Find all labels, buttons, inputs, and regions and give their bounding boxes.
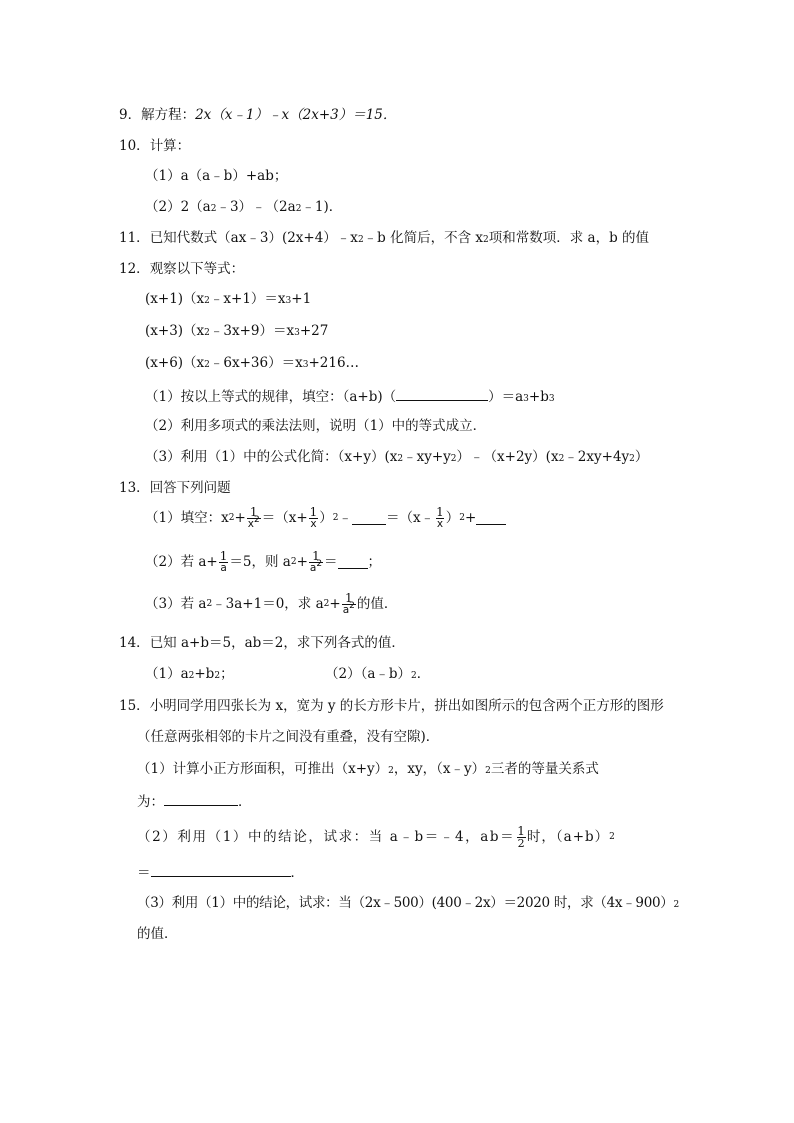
q13-part-2: （2）若 a+ $\frac{1}{a}$ ＝5，则 a 2 + $\frac{1}{a^2}$ ＝ ； — [145, 549, 382, 574]
q15-text-line-1: 小明同学用四张长为 x，宽为 y 的长方形卡片，拼出如图所示的包含两个正方形的图形 — [149, 698, 664, 714]
q12-e2-b: ﹣3x+9）＝x — [209, 323, 295, 339]
q13-p2-plus: + — [296, 553, 308, 570]
q13-p2-eq: ＝ — [324, 553, 338, 570]
q10-heading: 计算： — [149, 138, 191, 154]
q15-p2-blank[interactable] — [151, 862, 291, 877]
q10-number: 10． — [119, 138, 150, 154]
q13-f3-den: x — [436, 518, 444, 530]
q12-number: 12． — [119, 261, 150, 277]
q12-p3-a: （3）利用（1）中的公式化简：（x+y）(x — [145, 449, 398, 465]
q13-part-1: （1）填空：x 2 + $\frac{1}{x^2}$ ＝（x+ $\frac{1}{x}$ ） 2 ﹣ ＝（x﹣ $\frac{1}{x}$ ） 2 + — [145, 506, 506, 530]
q10-part-1-expr: （1）a（a﹣b）+ab； — [145, 168, 288, 184]
q10-p2-a: （2）2（a — [145, 199, 211, 215]
q13-f4-num: 1 — [219, 549, 228, 563]
q14-p2-a: （2）（a﹣b） — [325, 666, 412, 682]
question-12 — [119, 260, 244, 278]
q10-p2-b: ﹣3）﹣（2a — [216, 199, 296, 215]
q12-heading: 观察以下等式： — [149, 261, 245, 277]
question-10 — [119, 137, 190, 155]
q15-text-line-2 — [137, 728, 439, 746]
q15-part-3: （3）利用（1）中的结论，试求：当（2x﹣500）(400﹣2x）＝2020 时，求（4x﹣900） 2 — [137, 895, 680, 911]
q13-p1-plus2: + — [465, 509, 477, 526]
question-13 — [119, 479, 231, 497]
q10-p2-c: ﹣1)． — [301, 199, 343, 215]
q12-e3-c: +216… — [308, 355, 360, 371]
q15-p2-end: ． — [290, 865, 304, 881]
q12-p1-a: （1）按以上等式的规律，填空：（a+b)（ — [145, 389, 397, 405]
question-9 — [119, 106, 396, 124]
q15-p1-b: ，xy，（x﹣y） — [393, 761, 486, 777]
q13-p2-a: （2）若 a+ — [145, 553, 218, 570]
q13-f2-num: 1 — [309, 505, 318, 519]
q13-fraction-1 — [247, 506, 261, 530]
q13-p1-a: （1）填空：x — [145, 509, 229, 526]
q12-part-1: （1）按以上等式的规律，填空：（a+b)（ ）＝a 3 +b 3 — [145, 386, 555, 406]
q9-equation: 2x（x﹣1）﹣x（2x+3）＝15． — [195, 107, 397, 123]
q13-p1-eq: ＝（x+ — [261, 509, 308, 526]
question-11: 11． 已知代数式（ax﹣3）(2x+4）﹣x 2 ﹣b 化简后，不含 x 2 项和常数项．求 a，b 的值 — [119, 230, 650, 246]
q13-f6-num: 1 — [344, 591, 353, 605]
q15-line2-text: （任意两张相邻的卡片之间没有重叠，没有空隙)． — [137, 729, 440, 745]
q14-p1-b: +b — [194, 666, 215, 682]
q13-f1-den — [247, 515, 261, 530]
q11-number: 11． — [119, 230, 150, 246]
q13-fraction-6 — [342, 592, 356, 616]
q12-e2-c: +27 — [299, 323, 329, 339]
q15-p2-b: 时，（a+b） — [526, 829, 610, 845]
q13-f1-num: 1 — [249, 505, 258, 519]
q14-text: 已知 a+b＝5，ab＝2，求下列各式的值． — [149, 635, 405, 651]
q13-p3-end: 的值． — [356, 595, 398, 612]
q11-text-c: 项和常数项．求 a，b 的值 — [488, 230, 650, 246]
q15-p1-blank[interactable] — [164, 791, 238, 806]
q13-f4-den: a — [220, 562, 227, 574]
q12-e1-b: ﹣x+1）＝x — [209, 291, 286, 307]
q15-p2-a: （2）利用（1）中的结论，试求：当 a﹣b＝﹣4，ab＝ — [137, 829, 516, 845]
q13-f5-den-base: a — [309, 562, 317, 574]
q12-equation-3: (x+6)（x 2 ﹣6x+36）＝x 3 +216… — [145, 355, 360, 371]
q15-f-den: 2 — [517, 837, 525, 850]
q13-number: 13． — [119, 480, 150, 496]
q13-p2-b: ＝5，则 a — [229, 553, 291, 570]
q12-e3-a: (x+6)（x — [145, 355, 205, 371]
q15-part-2: （2）利用（1）中的结论，试求：当 a﹣b＝﹣4，ab＝ $\frac{1}{2}$ 时，（a+b） 2 — [137, 824, 615, 850]
q12-p1-c: +b — [528, 389, 549, 405]
q12-part-2 — [145, 417, 486, 435]
q12-e1-c: +1 — [291, 291, 312, 307]
q11-text-b: ﹣b 化简后，不含 x — [363, 230, 484, 246]
q12-p3-d: ﹣2xy+4y — [564, 449, 630, 465]
q15-number: 15． — [119, 698, 150, 714]
q13-fraction-5 — [309, 550, 323, 574]
q10-part-1 — [145, 167, 287, 185]
q14-part-2: （2）（a﹣b） 2 ． — [325, 666, 431, 682]
q15-p1-end: ． — [238, 794, 252, 810]
q15-p3-a: （3）利用（1）中的结论，试求：当（2x﹣500）(400﹣2x）＝2020 时，求（4x﹣900） — [137, 895, 674, 911]
q10-part-2: （2）2（a 2 ﹣3）﹣（2a 2 ﹣1)． — [145, 199, 343, 215]
q13-f1-den-sup: 2 — [253, 515, 260, 525]
q15-f-num: 1 — [517, 824, 525, 838]
q13-f2-den: x — [310, 518, 317, 530]
q13-f6-den — [342, 601, 356, 616]
q13-p3-plus: + — [329, 595, 341, 612]
q15-p1-a: （1）计算小正方形面积，可推出（x+y） — [137, 761, 389, 777]
q13-f3-num: 1 — [436, 505, 444, 519]
q12-equation-1: (x+1)（x 2 ﹣x+1）＝x 3 +1 — [145, 291, 312, 307]
q12-equation-2: (x+3)（x 2 ﹣3x+9）＝x 3 +27 — [145, 323, 329, 339]
q15-p1-c: 三者的等量关系式 — [490, 761, 599, 777]
q12-e3-b: ﹣6x+36）＝x — [209, 355, 303, 371]
q13-part-3: （3）若 a 2 ﹣3a+1＝0，求 a 2 + $\frac{1}{a^2}$ 的值． — [145, 591, 398, 616]
q13-f5-den — [309, 559, 323, 574]
q12-part-3: （3）利用（1）中的公式化简：（x+y）(x 2 ﹣xy+y 2 ）﹣（x+2y）(x 2 ﹣2xy+4y 2 ） — [145, 449, 649, 465]
q12-p3-e: ） — [634, 449, 649, 465]
q15-part-1: （1）计算小正方形面积，可推出（x+y） 2 ，xy，（x﹣y） 2 三者的等量关系式 — [137, 761, 599, 777]
q13-p3-b: ﹣3a+1＝0，求 a — [212, 595, 324, 612]
q12-p3-c: ）﹣（x+2y）(x — [456, 449, 559, 465]
q15-part-1-line-2 — [137, 791, 252, 811]
q13-heading: 回答下列问题 — [149, 480, 231, 496]
q12-e2-a: (x+3)（x — [145, 323, 205, 339]
q15-part-2-line-2 — [137, 862, 304, 882]
q15-part-3-line-2 — [137, 925, 178, 943]
q13-p1-blank-2[interactable] — [476, 510, 506, 525]
q13-fraction-3 — [435, 506, 445, 530]
q13-p2-blank[interactable] — [338, 554, 368, 569]
q14-p2-end: ． — [416, 666, 431, 682]
q13-p1-close2: ） — [445, 509, 460, 526]
q13-f5-den-sup: 2 — [316, 559, 323, 569]
q13-p1-close: ） — [319, 509, 333, 526]
q13-p2-end: ； — [367, 553, 382, 570]
q12-p2-text: （2）利用多项式的乘法法则，说明（1）中的等式成立． — [145, 418, 487, 434]
q12-p1-b: ）＝a — [488, 389, 524, 405]
q13-fraction-2 — [309, 506, 319, 530]
q13-p1-eq2: ＝（x﹣ — [386, 509, 435, 526]
q12-p3-b: ﹣xy+y — [403, 449, 451, 465]
q13-p3-a: （3）若 a — [145, 595, 207, 612]
q9-number: 9． — [119, 107, 142, 123]
q13-f6-den-base: a — [342, 604, 350, 616]
q13-f1-den-base: x — [247, 518, 254, 530]
q13-p1-plus: + — [234, 509, 246, 526]
q15-p2-eq: ＝ — [137, 865, 151, 881]
q15-fraction — [516, 825, 526, 849]
q13-f6-den-sup: 2 — [349, 601, 355, 611]
q14-p1-end: ； — [220, 666, 234, 682]
question-15 — [119, 697, 664, 715]
q14-p1-a: （1）a — [145, 666, 189, 682]
q13-p1-minus: ﹣ — [338, 509, 353, 526]
q15-p3-line2-text: 的值． — [137, 926, 178, 942]
q14-part-1: （1）a 2 +b 2 ； — [145, 666, 234, 682]
q9-heading: 解方程： — [141, 107, 196, 123]
q13-p1-blank-1[interactable] — [352, 510, 386, 525]
q13-f5-num: 1 — [312, 549, 320, 563]
q15-p1-line2-label: 为： — [137, 794, 164, 810]
question-14 — [119, 634, 405, 652]
q11-text-a: 已知代数式（ax﹣3）(2x+4）﹣x — [149, 230, 358, 246]
q12-e1-a: (x+1)（x — [145, 291, 205, 307]
q12-p1-answer-blank[interactable] — [396, 386, 488, 401]
q13-fraction-4 — [219, 550, 229, 574]
q14-number: 14． — [119, 635, 150, 651]
